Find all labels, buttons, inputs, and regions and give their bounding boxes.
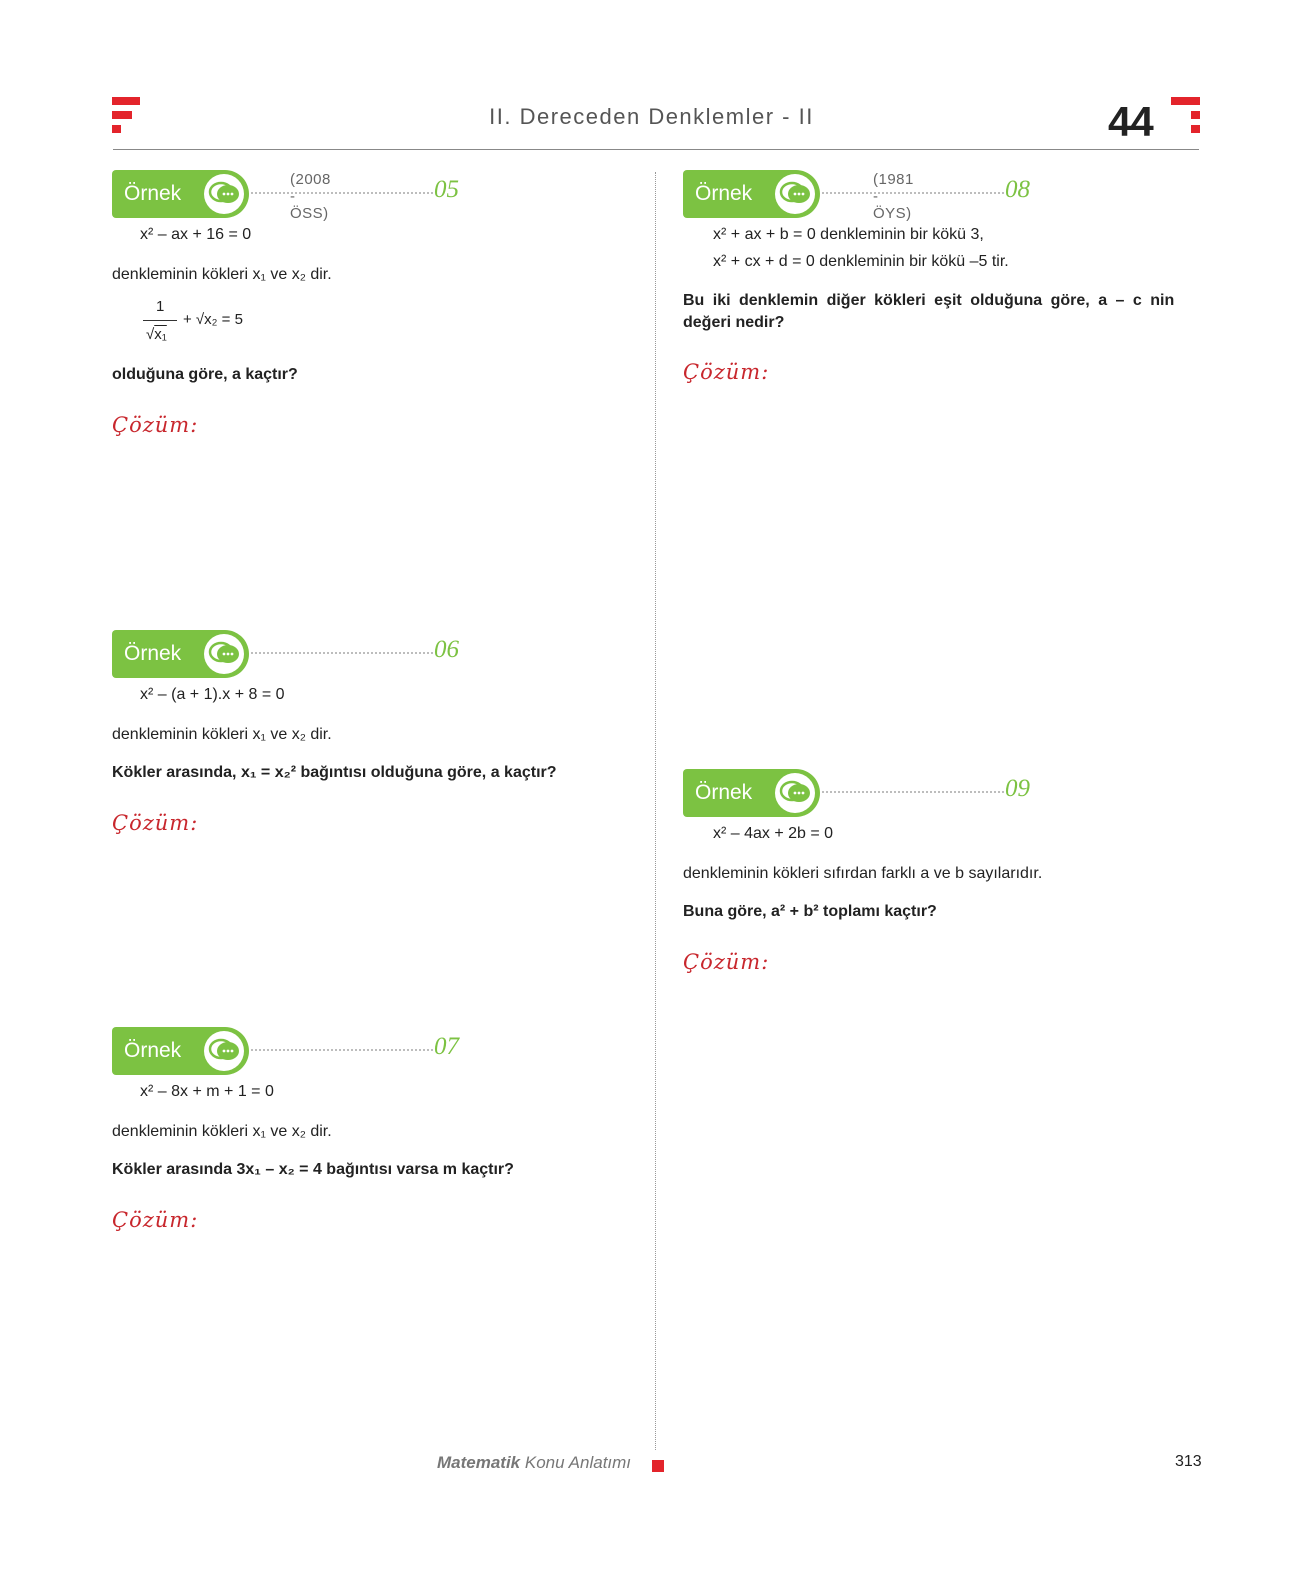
example-label: Örnek: [124, 182, 182, 205]
equation: x² – ax + 16 = 0: [140, 226, 252, 243]
example-number: 09: [1005, 775, 1030, 802]
example-label: Örnek: [695, 182, 753, 205]
equation-1: x² + ax + b = 0 denkleminin bir kökü 3,: [713, 226, 984, 243]
solution-label: Çözüm:: [112, 413, 199, 437]
example-label: Örnek: [124, 642, 182, 665]
example-label: Örnek: [124, 1039, 182, 1062]
fraction-denominator-value: x₁: [154, 326, 167, 343]
speech-bubbles-icon: [204, 1031, 244, 1071]
speech-bubbles-icon: [204, 174, 244, 214]
example-dotted-rule: [822, 791, 1004, 793]
statement: denkleminin kökleri x₁ ve x₂ dir.: [112, 726, 332, 743]
statement: denkleminin kökleri x₁ ve x₂ dir.: [112, 1123, 332, 1140]
page-number: 313: [1175, 1453, 1202, 1470]
example-dotted-rule: [251, 1049, 433, 1051]
fraction-bar: [143, 320, 177, 321]
footer-brand-rest: Konu Anlatımı: [524, 1453, 632, 1472]
example-source: (2008 - ÖSS): [290, 171, 331, 222]
statement: denkleminin kökleri sıfırdan farklı a ve b sayılarıdır.: [683, 865, 1043, 882]
statement: denkleminin kökleri x₁ ve x₂ dir.: [112, 266, 332, 283]
chapter-number: 44: [1108, 98, 1153, 145]
equation-2: x² + cx + d = 0 denkleminin bir kökü –5 tir.: [713, 253, 1009, 270]
footer-brand-bold: Matematik: [437, 1453, 521, 1472]
example-number: 07: [434, 1033, 459, 1060]
fraction-denominator: √x₁: [146, 326, 167, 343]
speech-bubbles-icon: [775, 174, 815, 214]
chapter-title: II. Dereceden Denklemler - II: [489, 104, 814, 129]
equation: x² – 8x + m + 1 = 0: [140, 1083, 274, 1100]
equation: x² – (a + 1).x + 8 = 0: [140, 686, 285, 703]
header-divider: [113, 149, 1199, 150]
footer-brand: [437, 1453, 631, 1473]
speech-bubbles-icon: [204, 634, 244, 674]
column-divider: [655, 172, 656, 1450]
speech-bubbles-icon: [775, 773, 815, 813]
question: olduğuna göre, a kaçtır?: [112, 366, 298, 383]
solution-label: Çözüm:: [683, 360, 770, 384]
solution-label: Çözüm:: [112, 811, 199, 835]
equation-rest: + √x₂ = 5: [183, 311, 243, 328]
question: Kökler arasında 3x₁ – x₂ = 4 bağıntısı varsa m kaçtır?: [112, 1161, 514, 1178]
example-source: (1981 - ÖYS): [873, 171, 914, 222]
question: Buna göre, a² + b² toplamı kaçtır?: [683, 903, 937, 920]
equation: x² – 4ax + 2b = 0: [713, 825, 834, 842]
example-number: 06: [434, 636, 459, 663]
example-dotted-rule: [251, 652, 433, 654]
question-line-2: değeri nedir?: [683, 314, 785, 331]
footer-square-icon: [652, 1460, 664, 1472]
example-label: Örnek: [695, 781, 753, 804]
solution-label: Çözüm:: [683, 950, 770, 974]
example-number: 08: [1005, 176, 1030, 203]
example-number: 05: [434, 176, 459, 203]
logo-f-icon: [1171, 97, 1201, 137]
fraction-numerator: 1: [156, 298, 165, 315]
question: Kökler arasında, x₁ = x₂² bağıntısı olduğuna göre, a kaçtır?: [112, 764, 557, 781]
solution-label: Çözüm:: [112, 1208, 199, 1232]
question-line-1: Bu iki denklemin diğer kökleri eşit olduğuna göre, a – c nin: [683, 292, 1175, 309]
example-dotted-rule: [251, 192, 433, 194]
